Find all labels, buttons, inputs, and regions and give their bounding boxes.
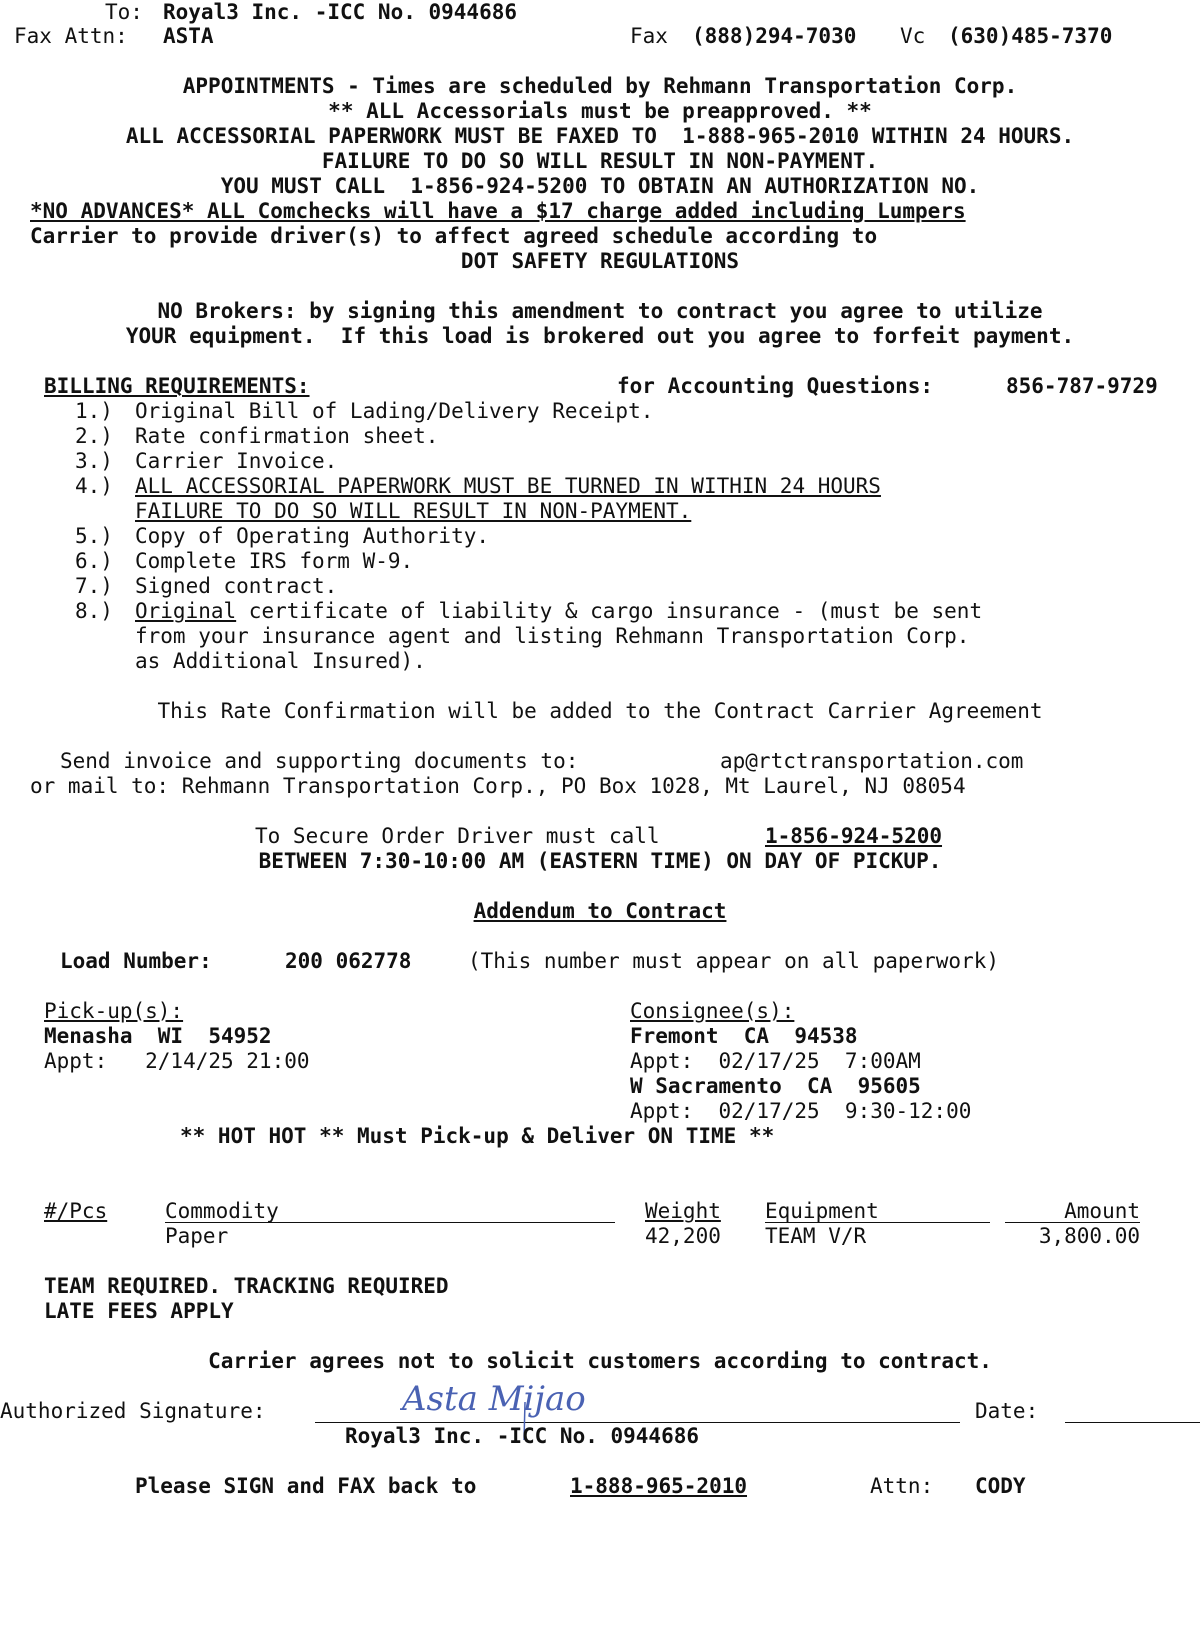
failure-notice: FAILURE TO DO SO WILL RESULT IN NON-PAYMENT.: [321, 149, 879, 173]
pickup-call-window: BETWEEN 7:30-10:00 AM (EASTERN TIME) ON DAY OF PICKUP.: [258, 849, 942, 873]
row-commodity: Paper: [165, 1224, 229, 1248]
consignee-appt: Appt: 02/17/25 7:00AM: [630, 1049, 921, 1073]
consignee-appt: Appt: 02/17/25 9:30-12:00: [630, 1099, 972, 1123]
billing-item-text: Copy of Operating Authority.: [135, 524, 490, 548]
signature-label: Authorized Signature:: [0, 1399, 266, 1423]
billing-item-num: 1.): [75, 399, 113, 423]
contract-note: This Rate Confirmation will be added to the Contract Carrier Agreement: [157, 699, 1043, 723]
secure-order-phone[interactable]: 1-856-924-5200: [765, 824, 943, 848]
row-weight: 42,200: [645, 1224, 721, 1248]
consignee-location: W Sacramento CA 95605: [630, 1074, 921, 1098]
billing-item-text-continued: from your insurance agent and listing Rehmann Transportation Corp.: [135, 624, 970, 648]
billing-item-text: [135, 599, 982, 624]
billing-item-num: 2.): [75, 424, 113, 448]
billing-item-num: 6.): [75, 549, 113, 573]
secure-order-label: To Secure Order Driver must call: [255, 824, 660, 848]
fax-back-label: Please SIGN and FAX back to: [135, 1474, 477, 1498]
attn-value: CODY: [975, 1474, 1026, 1498]
pickup-appt: Appt: 2/14/25 21:00: [44, 1049, 310, 1073]
billing-item-text-continued: FAILURE TO DO SO WILL RESULT IN NON-PAYMENT.: [135, 499, 692, 523]
fax-label: Fax: [630, 24, 668, 48]
pickup-label: Pick-up(s):: [44, 999, 184, 1023]
original-emphasis: Original: [135, 599, 237, 623]
billing-title: BILLING REQUIREMENTS:: [44, 374, 310, 398]
consignee-location: Fremont CA 94538: [630, 1024, 858, 1048]
fax-attn-value: ASTA: [163, 24, 214, 48]
attn-label: Attn:: [870, 1474, 934, 1498]
date-label: Date:: [975, 1399, 1039, 1423]
load-number: 200 062778: [285, 949, 412, 973]
addendum-title: Addendum to Contract: [473, 899, 727, 923]
billing-item-text: Carrier Invoice.: [135, 449, 338, 473]
load-number-label: Load Number:: [60, 949, 212, 973]
paperwork-fax-notice: ALL ACCESSORIAL PAPERWORK MUST BE FAXED TO 1-888-965-2010 WITHIN 24 HOURS.: [125, 124, 1075, 148]
hot-note: ** HOT HOT ** Must Pick-up & Deliver ON TIME **: [180, 1124, 775, 1148]
fax-number: (888)294-7030: [692, 24, 857, 48]
accessorials-notice: ** ALL Accessorials must be preapproved. **: [328, 99, 872, 123]
commodity-header-underline: [165, 1222, 615, 1223]
billing-item-text-rest: certificate of liability & cargo insurance - (must be sent: [236, 599, 983, 623]
signature-ink: Asta Mijao: [402, 1379, 586, 1419]
billing-item-text: Original Bill of Lading/Delivery Receipt.: [135, 399, 654, 423]
col-header-commodity: Commodity: [165, 1199, 279, 1223]
invoice-email[interactable]: ap@rtctransportation.com: [720, 749, 1024, 773]
col-header-equipment: Equipment: [765, 1199, 879, 1223]
billing-item-text: Rate confirmation sheet.: [135, 424, 439, 448]
solicit-note: Carrier agrees not to solicit customers according to contract.: [208, 1349, 992, 1373]
no-brokers-line-2: YOUR equipment. If this load is brokered out you agree to forfeit payment.: [125, 324, 1075, 348]
no-brokers-line-1: NO Brokers: by signing this amendment to contract you agree to utilize: [157, 299, 1043, 323]
billing-item-num: 5.): [75, 524, 113, 548]
fax-back-number[interactable]: 1-888-965-2010: [570, 1474, 748, 1498]
billing-item-num: 3.): [75, 449, 113, 473]
consignee-label: Consignee(s):: [630, 999, 795, 1023]
to-value: Royal3 Inc. -ICC No. 0944686: [163, 0, 518, 24]
billing-item-num: 8.): [75, 599, 113, 623]
no-advances-notice: *NO ADVANCES* ALL Comchecks will have a $17 charge added including Lumpers: [30, 199, 966, 223]
load-number-note: (This number must appear on all paperwork): [468, 949, 1000, 973]
billing-item-text-continued: as Additional Insured).: [135, 649, 426, 673]
to-label: To:: [105, 0, 143, 24]
carrier-name: Royal3 Inc. -ICC No. 0944686: [345, 1424, 700, 1448]
send-invoice-label: Send invoice and supporting documents to:: [60, 749, 579, 773]
accounting-label: for Accounting Questions:: [617, 374, 934, 398]
team-tracking-required: TEAM REQUIRED. TRACKING REQUIRED: [44, 1274, 449, 1298]
col-header-amount: Amount: [1064, 1199, 1140, 1223]
pickup-location: Menasha WI 54952: [44, 1024, 272, 1048]
billing-item-num: 4.): [75, 474, 113, 498]
equipment-header-underline: [765, 1222, 990, 1223]
appointments-notice: APPOINTMENTS - Times are scheduled by Rehmann Transportation Corp.: [182, 74, 1018, 98]
amount-header-underline: [1005, 1222, 1140, 1223]
must-call-notice: YOU MUST CALL 1-856-924-5200 TO OBTAIN AN AUTHORIZATION NO.: [220, 174, 980, 198]
billing-item-num: 7.): [75, 574, 113, 598]
carrier-provide-notice: Carrier to provide driver(s) to affect agreed schedule according to: [30, 224, 878, 248]
accounting-phone: 856-787-9729: [1006, 374, 1158, 398]
mail-address: or mail to: Rehmann Transportation Corp., PO Box 1028, Mt Laurel, NJ 08054: [30, 774, 966, 798]
vc-number: (630)485-7370: [948, 24, 1113, 48]
row-equipment: TEAM V/R: [765, 1224, 867, 1248]
row-amount: 3,800.00: [1038, 1224, 1140, 1248]
billing-item-text: Signed contract.: [135, 574, 338, 598]
billing-item-text: ALL ACCESSORIAL PAPERWORK MUST BE TURNED IN WITHIN 24 HOURS: [135, 474, 881, 498]
billing-item-text: Complete IRS form W-9.: [135, 549, 414, 573]
vc-label: Vc: [900, 24, 926, 48]
dot-safety-notice: DOT SAFETY REGULATIONS: [460, 249, 740, 273]
col-header-pcs: #/Pcs: [44, 1199, 108, 1223]
date-line[interactable]: [1065, 1422, 1200, 1423]
late-fees: LATE FEES APPLY: [44, 1299, 234, 1323]
col-header-weight: Weight: [645, 1199, 721, 1223]
fax-attn-label: Fax Attn:: [14, 24, 128, 48]
